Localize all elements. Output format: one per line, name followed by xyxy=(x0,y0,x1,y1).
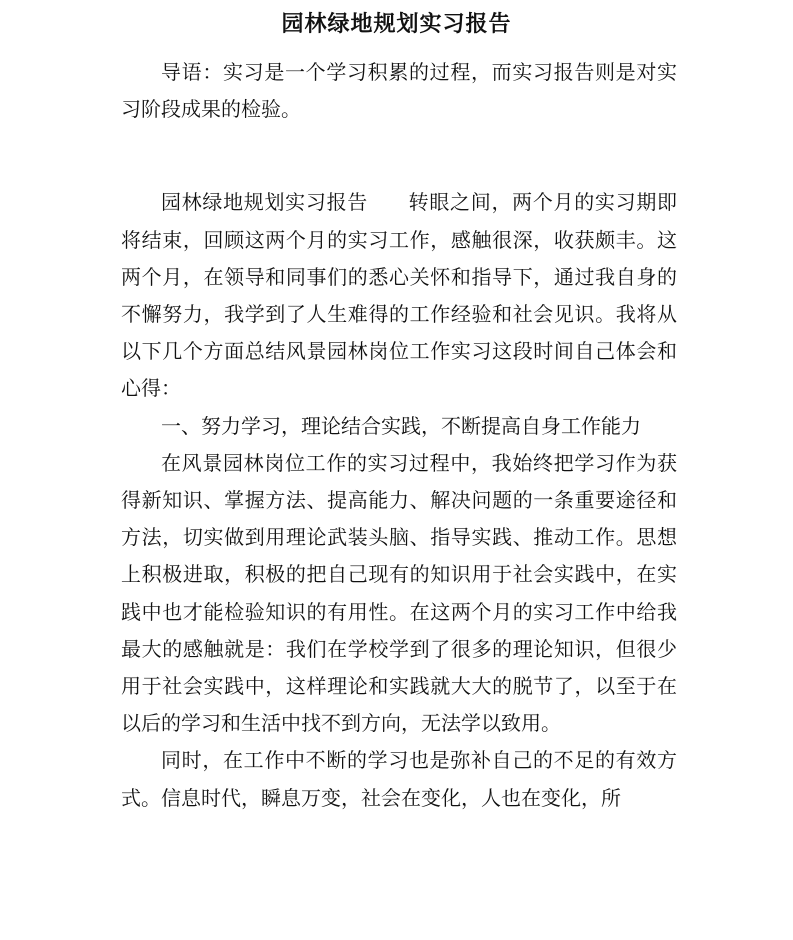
section-heading-1: 一、努力学习，理论结合实践，不断提高自身工作能力 xyxy=(161,413,641,438)
report-heading-inline: 园林绿地规划实习报告 xyxy=(161,190,368,215)
document-body xyxy=(121,54,677,817)
section-1-paragraph: 在风景园林岗位工作的实习过程中，我始终把学习作为获得新知识、掌握方法、提高能力、解决问题的一条重要途径和方法，切实做到用理论武装头脑、指导实践、推动工作。思想上积极进取，积极的把自己现有的知识用于社会实践中，在实践中也才能检验知识的有用性。在这两个月的实习工作中给我最大的感触就是：我们在学校学到了很多的理论知识，但很少用于社会实践中，这样理论和实践就大大的脱节了，以至于在以后的学习和生活中找不到方向，无法学以致用。 xyxy=(121,450,677,736)
document-title: 园林绿地规划实习报告 xyxy=(281,11,512,37)
continuation-paragraph: 同时，在工作中不断的学习也是弥补自己的不足的有效方式。信息时代，瞬息万变，社会在变化，人也在变化，所 xyxy=(121,748,677,810)
report-opening-paragraph xyxy=(121,184,677,407)
paragraph-gap xyxy=(121,128,677,184)
intro-paragraph: 导语：实习是一个学习积累的过程，而实习报告则是对实习阶段成果的检验。 xyxy=(121,60,677,122)
report-opening-text: 转眼之间，两个月的实习期即将结束，回顾这两个月的实习工作，感触很深，收获颇丰。这两个月，在领导和同事们的悉心关怀和指导下，通过我自身的不懈努力，我学到了人生难得的工作经验和社会见识。我将从以下几个方面总结风景园林岗位工作实习这段时间自己体会和心得： xyxy=(121,190,678,401)
